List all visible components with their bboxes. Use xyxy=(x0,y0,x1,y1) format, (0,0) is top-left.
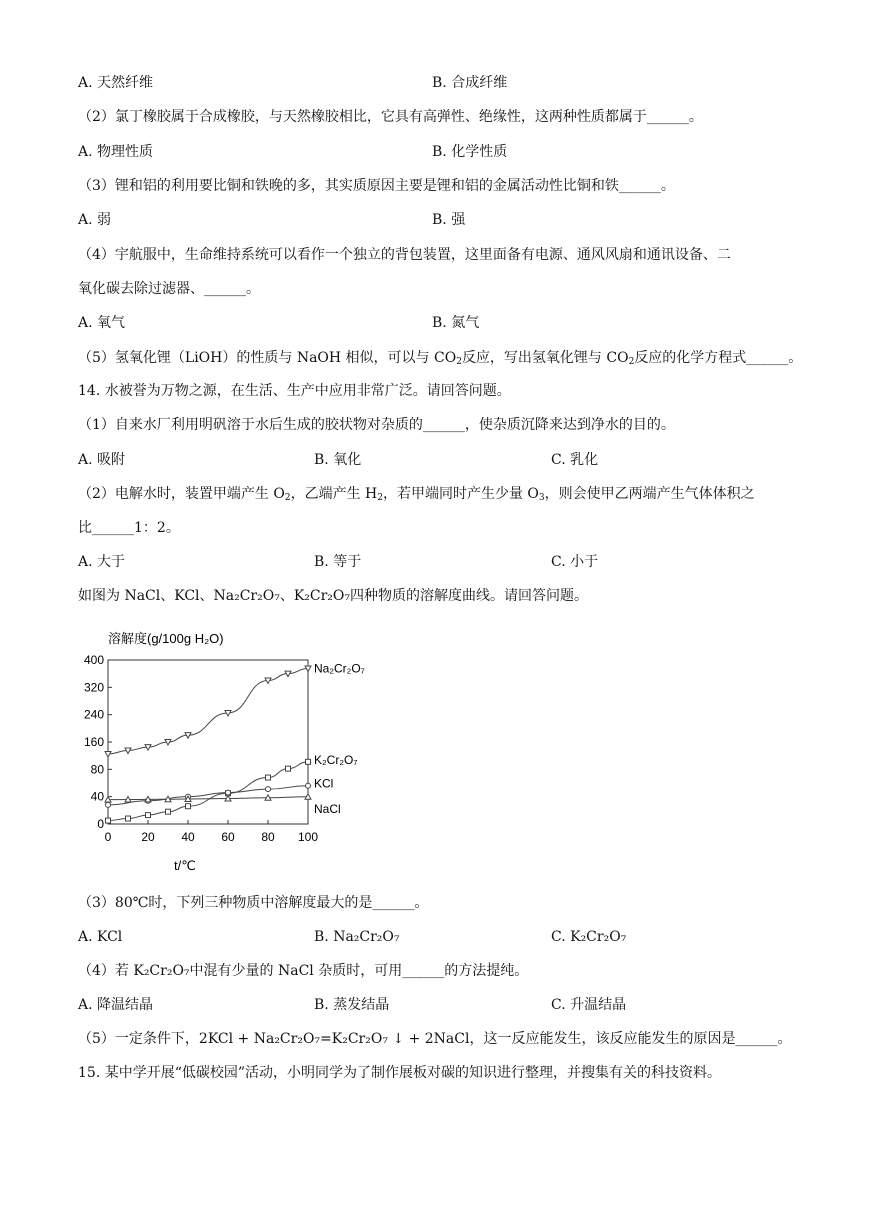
q14-part4: （4）若 K₂Cr₂O₇中混有少量的 NaCl 杂质时，可用______的方法提纯。 xyxy=(78,963,529,979)
x-tick-label: 0 xyxy=(104,830,112,844)
option-c: C. 小于 xyxy=(551,554,599,570)
solubility-chart xyxy=(78,628,378,878)
q13-part4-line1: （4）宇航服中，生命维持系统可以看作一个独立的背包装置，这里面备有电源、通风风扇和通讯设备、二 xyxy=(78,247,731,263)
q14-part3: （3）80℃时，下列三种物质中溶解度最大的是______。 xyxy=(78,895,429,911)
series-line xyxy=(108,797,308,800)
y-tick-label: 320 xyxy=(83,680,104,695)
data-point xyxy=(306,783,311,788)
data-point xyxy=(126,816,131,821)
data-point xyxy=(166,809,171,814)
q14-part1: （1）自来水厂利用明矾溶于水后生成的胶状物对杂质的______，使杂质沉降来达到净水的目的。 xyxy=(78,417,675,433)
option-b: B. 蒸发结晶 xyxy=(314,997,390,1013)
data-point xyxy=(106,818,111,823)
q14-title: 14. 水被誉为万物之源，在生活、生产中应用非常广泛。请回答问题。 xyxy=(78,383,511,399)
option-b: B. 氮气 xyxy=(432,315,480,331)
data-point xyxy=(146,813,151,818)
y-tick-label: 0 xyxy=(97,817,104,831)
option-c: C. 乳化 xyxy=(551,452,599,468)
option-a: A. 降温结晶 xyxy=(78,997,154,1013)
x-tick-label: 60 xyxy=(221,830,235,844)
data-point xyxy=(306,759,311,764)
option-a: A. 弱 xyxy=(78,212,112,228)
data-point xyxy=(286,766,291,771)
option-c: C. K₂Cr₂O₇ xyxy=(551,929,627,945)
chart-ylabel: 溶解度(g/100g H₂O) xyxy=(108,631,224,646)
x-tick-label: 40 xyxy=(181,830,195,844)
option-a: A. 吸附 xyxy=(78,452,126,468)
option-a: A. KCl xyxy=(78,929,123,945)
y-tick-label: 240 xyxy=(83,707,104,722)
series-label: Na₂Cr₂O₇ xyxy=(314,661,365,676)
q14-part2-line1: （2）电解水时，装置甲端产生 $O_2$，乙端产生 $H_2$，若甲端同时产生少量 $O_3$，则会使甲乙两端产生气体体积之 xyxy=(78,486,755,503)
series-line xyxy=(108,762,308,821)
x-tick-label: 80 xyxy=(261,830,275,844)
option-a: A. 大于 xyxy=(78,554,126,570)
q13-part5: （5）氢氧化锂（LiOH）的性质与 NaOH 相似，可以与 $CO_2$反应，写出氢氧化锂与 $CO_2$反应的化学方程式______。 xyxy=(78,350,803,367)
series-label: NaCl xyxy=(314,801,341,816)
option-b: B. Na₂Cr₂O₇ xyxy=(314,929,400,945)
q15-title: 15. 某中学开展“低碳校园”活动，小明同学为了制作展板对碳的知识进行整理，并搜集有关的科技资料。 xyxy=(78,1065,722,1081)
x-tick-label: 100 xyxy=(297,830,319,844)
data-point xyxy=(106,802,111,807)
option-b: B. 等于 xyxy=(314,554,362,570)
chart-xlabel: t/℃ xyxy=(174,858,196,873)
option-a: A. 天然纤维 xyxy=(78,75,154,91)
q14-part5: （5）一定条件下，2KCl + Na₂Cr₂O₇=K₂Cr₂O₇ ↓ + 2NaCl，这一反应能发生，该反应能发生的原因是______。 xyxy=(78,1031,792,1047)
option-b: B. 氧化 xyxy=(314,452,362,468)
q14-part2-line2: 比______1：2。 xyxy=(78,520,180,536)
q13-part2: （2）氯丁橡胶属于合成橡胶，与天然橡胶相比，它具有高弹性、绝缘性，这两种性质都属于______。 xyxy=(78,109,703,125)
option-a: A. 氧气 xyxy=(78,315,126,331)
q13-part3: （3）锂和铝的利用要比铜和铁晚的多，其实质原因主要是锂和铝的金属活动性比铜和铁______。 xyxy=(78,178,675,194)
y-tick-label: 80 xyxy=(90,762,104,777)
q13-part4-line2: 氧化碳去除过滤器、______。 xyxy=(78,281,260,297)
option-a: A. 物理性质 xyxy=(78,144,154,160)
chart-intro: 如图为 NaCl、KCl、Na₂Cr₂O₇、K₂Cr₂O₇四种物质的溶解度曲线。请回答问题。 xyxy=(78,588,589,604)
option-b: B. 化学性质 xyxy=(432,144,508,160)
data-point xyxy=(266,775,271,780)
option-c: C. 升温结晶 xyxy=(551,997,627,1013)
data-point xyxy=(186,804,191,809)
series-label: K₂Cr₂O₇ xyxy=(314,752,358,767)
option-b: B. 合成纤维 xyxy=(432,75,508,91)
y-tick-label: 40 xyxy=(90,789,104,804)
data-point xyxy=(226,790,231,795)
option-b: B. 强 xyxy=(432,212,466,228)
series-line xyxy=(108,786,308,805)
y-tick-label: 400 xyxy=(83,653,104,667)
series-line xyxy=(108,669,308,754)
x-tick-label: 20 xyxy=(141,830,155,844)
data-point xyxy=(266,787,271,792)
y-tick-label: 160 xyxy=(83,735,104,749)
series-label: KCl xyxy=(314,776,334,791)
